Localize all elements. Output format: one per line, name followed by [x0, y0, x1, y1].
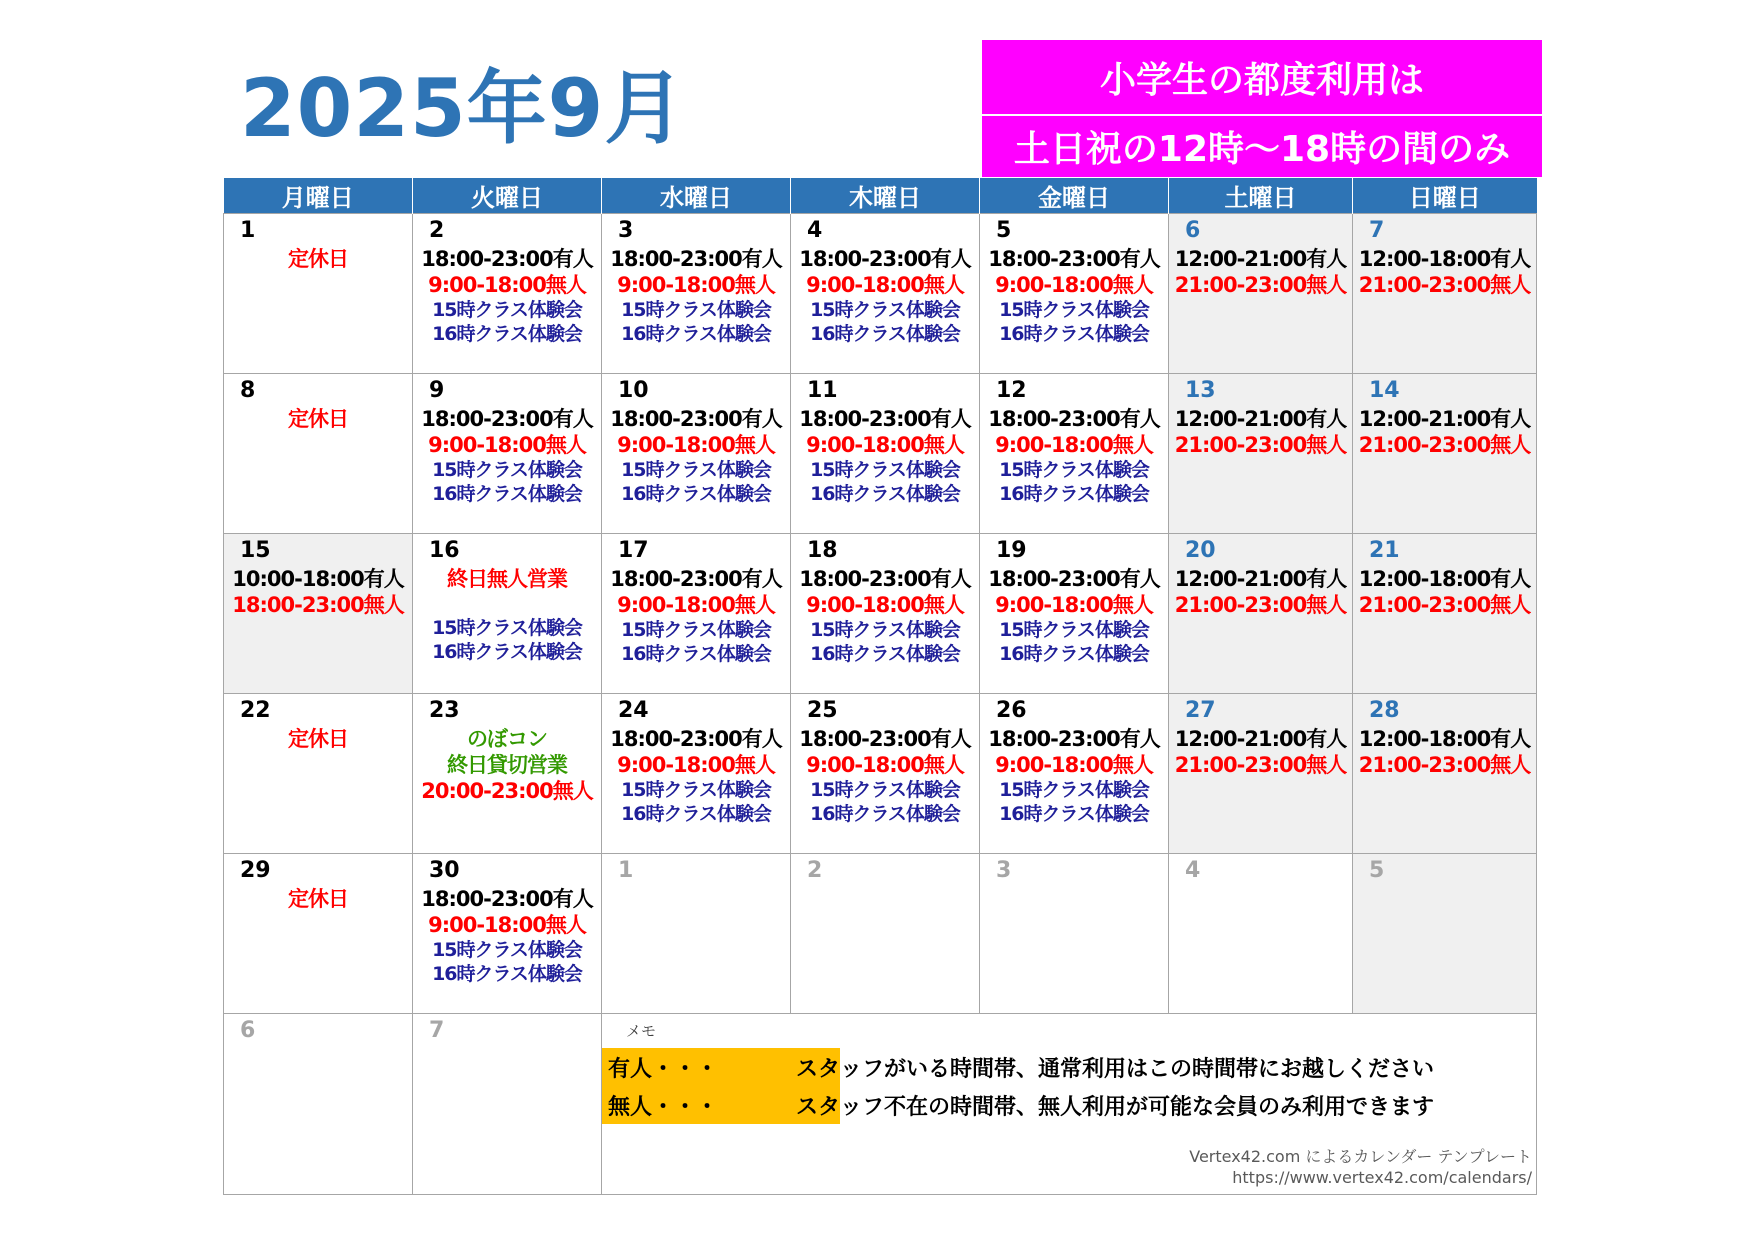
day-cell — [1169, 374, 1353, 534]
event-item: 18:00-23:00有人 — [799, 247, 971, 271]
day-cell — [1353, 534, 1537, 694]
memo-label: メモ — [626, 1022, 657, 1040]
day-cell-body — [791, 374, 979, 533]
event-spacer — [413, 592, 601, 616]
event-item: 18:00-23:00有人 — [988, 247, 1160, 271]
event-item: 18:00-23:00有人 — [988, 407, 1160, 431]
day-number: 18 — [807, 538, 838, 563]
day-number: 14 — [1369, 378, 1400, 403]
day-number: 20 — [1185, 538, 1216, 563]
day-cell-body — [1353, 214, 1536, 373]
event-item: 9:00-18:00無人 — [806, 593, 964, 617]
day-number: 7 — [1369, 218, 1385, 243]
event-item: 12:00-21:00有人 — [1174, 727, 1347, 751]
day-number: 6 — [1185, 218, 1201, 243]
day-cell — [224, 694, 413, 854]
event-item: 15時クラス体験会 — [621, 779, 771, 801]
day-number: 16 — [429, 538, 460, 563]
event-item: 18:00-23:00有人 — [421, 407, 593, 431]
day-number: 3 — [618, 218, 634, 243]
event-list — [413, 406, 601, 506]
event-item: 16時クラス体験会 — [432, 483, 582, 505]
day-cell — [1353, 694, 1537, 854]
event-item: 定休日 — [288, 247, 348, 271]
day-number: 1 — [240, 218, 256, 243]
event-item: 18:00-23:00有人 — [610, 727, 782, 751]
event-item: 21:00-23:00無人 — [1358, 273, 1531, 297]
event-item: 21:00-23:00無人 — [1174, 753, 1347, 777]
event-item: 9:00-18:00無人 — [995, 753, 1153, 777]
day-cell-body — [1169, 854, 1352, 1013]
day-number: 28 — [1369, 698, 1400, 723]
day-cell-body — [224, 374, 412, 533]
event-item: 15時クラス体験会 — [810, 779, 960, 801]
event-item: 18:00-23:00有人 — [421, 247, 593, 271]
event-item: 終日無人営業 — [447, 567, 567, 591]
event-item: 15時クラス体験会 — [999, 779, 1149, 801]
day-cell — [1169, 854, 1353, 1014]
event-item: 21:00-23:00無人 — [1174, 593, 1347, 617]
weekday-header-6: 土曜日 — [1169, 178, 1353, 214]
day-cell — [413, 854, 602, 1014]
event-item: 15時クラス体験会 — [432, 459, 582, 481]
event-item: 16時クラス体験会 — [621, 483, 771, 505]
day-cell-body — [980, 854, 1168, 1013]
event-item: 16時クラス体験会 — [432, 963, 582, 985]
event-list — [413, 566, 601, 664]
event-item: 21:00-23:00無人 — [1174, 273, 1347, 297]
event-list — [1353, 246, 1536, 298]
event-item: 16時クラス体験会 — [621, 803, 771, 825]
event-list — [1353, 726, 1536, 778]
event-item: 16時クラス体験会 — [999, 803, 1149, 825]
day-cell-body — [791, 214, 979, 373]
event-item: 21:00-23:00無人 — [1358, 433, 1531, 457]
event-item: 15時クラス体験会 — [621, 459, 771, 481]
day-number: 5 — [996, 218, 1012, 243]
event-item: 16時クラス体験会 — [999, 323, 1149, 345]
day-cell-body — [602, 854, 790, 1013]
event-item: 18:00-23:00有人 — [799, 567, 971, 591]
event-item: 9:00-18:00無人 — [995, 433, 1153, 457]
event-item: 15時クラス体験会 — [432, 939, 582, 961]
event-item: 12:00-21:00有人 — [1358, 407, 1531, 431]
event-item: 10:00-18:00有人 — [232, 567, 404, 591]
weekday-header-2: 火曜日 — [413, 178, 602, 214]
day-cell-body — [791, 534, 979, 693]
event-item: 12:00-21:00有人 — [1174, 247, 1347, 271]
event-item: 15時クラス体験会 — [810, 299, 960, 321]
day-cell-body — [224, 1014, 412, 1194]
day-cell — [602, 854, 791, 1014]
event-item: 18:00-23:00有人 — [799, 407, 971, 431]
week-row — [224, 214, 1537, 374]
day-cell-body — [224, 214, 412, 373]
weekday-header-4: 木曜日 — [791, 178, 980, 214]
day-cell-body — [224, 694, 412, 853]
weekday-header-5: 金曜日 — [980, 178, 1169, 214]
event-list — [791, 246, 979, 346]
event-list — [1169, 566, 1352, 618]
legend-key: 無人・・・ — [608, 1095, 719, 1120]
day-cell-body — [602, 214, 790, 373]
day-cell — [224, 1014, 413, 1195]
day-cell-body — [413, 1014, 601, 1194]
day-cell — [224, 214, 413, 374]
event-item: 15時クラス体験会 — [810, 459, 960, 481]
day-cell — [224, 534, 413, 694]
day-cell — [602, 214, 791, 374]
day-cell — [413, 694, 602, 854]
event-list — [791, 406, 979, 506]
day-cell-body — [1353, 694, 1536, 853]
day-cell — [791, 214, 980, 374]
event-item: 12:00-21:00有人 — [1174, 567, 1347, 591]
event-item: 16時クラス体験会 — [810, 483, 960, 505]
day-cell — [1169, 214, 1353, 374]
event-list — [224, 406, 412, 432]
template-credit-url: https://www.vertex42.com/calendars/ — [1232, 1168, 1532, 1187]
day-cell-body — [413, 534, 601, 693]
day-cell-body — [1169, 214, 1352, 373]
day-cell-body — [1353, 854, 1536, 1013]
event-item: 9:00-18:00無人 — [617, 753, 775, 777]
calendar-grid — [223, 178, 1537, 1195]
day-number: 2 — [429, 218, 445, 243]
event-item: 16時クラス体験会 — [432, 323, 582, 345]
day-cell-body — [602, 694, 790, 853]
event-list — [224, 886, 412, 912]
day-number: 25 — [807, 698, 838, 723]
day-cell-body — [602, 374, 790, 533]
day-number: 22 — [240, 698, 271, 723]
day-number: 12 — [996, 378, 1027, 403]
day-cell — [413, 1014, 602, 1195]
event-item: 16時クラス体験会 — [810, 803, 960, 825]
event-item: 18:00-23:00無人 — [232, 593, 404, 617]
day-cell-body — [791, 694, 979, 853]
event-item: 16時クラス体験会 — [621, 643, 771, 665]
week-row — [224, 694, 1537, 854]
event-item: 18:00-23:00有人 — [610, 407, 782, 431]
event-list — [791, 726, 979, 826]
event-item: 15時クラス体験会 — [432, 299, 582, 321]
memo-cell — [602, 1014, 1537, 1195]
week-row — [224, 1014, 1537, 1195]
event-item: 18:00-23:00有人 — [421, 887, 593, 911]
day-number: 2 — [807, 858, 823, 883]
day-number: 4 — [1185, 858, 1201, 883]
event-item: 15時クラス体験会 — [432, 617, 582, 639]
event-list — [602, 726, 790, 826]
event-list — [413, 246, 601, 346]
day-number: 3 — [996, 858, 1012, 883]
day-number: 15 — [240, 538, 271, 563]
event-item: 16時クラス体験会 — [999, 643, 1149, 665]
day-cell — [1169, 694, 1353, 854]
event-list — [1353, 566, 1536, 618]
event-item: 20:00-23:00無人 — [421, 779, 593, 803]
event-list — [980, 406, 1168, 506]
event-item: 16時クラス体験会 — [810, 323, 960, 345]
day-cell-body — [980, 534, 1168, 693]
day-cell-body — [413, 214, 601, 373]
legend-description: スタッフ不在の時間帯、無人利用が可能な会員のみ利用できます — [796, 1095, 1435, 1120]
event-item: 15時クラス体験会 — [621, 619, 771, 641]
event-item: 16時クラス体験会 — [999, 483, 1149, 505]
event-item: 15時クラス体験会 — [999, 459, 1149, 481]
notice-line-2: 土日祝の12時〜18時の間のみ — [1013, 128, 1511, 170]
day-cell — [413, 214, 602, 374]
day-number: 17 — [618, 538, 649, 563]
notice-banner — [982, 40, 1542, 177]
event-item: 9:00-18:00無人 — [617, 433, 775, 457]
day-number: 29 — [240, 858, 271, 883]
weekday-header-7: 日曜日 — [1353, 178, 1537, 214]
day-cell-body — [413, 694, 601, 853]
weekday-header-3: 水曜日 — [602, 178, 791, 214]
event-list — [602, 246, 790, 346]
event-item: 9:00-18:00無人 — [995, 593, 1153, 617]
day-cell-body — [224, 534, 412, 693]
day-cell-body — [1169, 534, 1352, 693]
event-item: 16時クラス体験会 — [432, 641, 582, 663]
day-cell — [1353, 374, 1537, 534]
event-item: 18:00-23:00有人 — [988, 727, 1160, 751]
day-cell — [224, 374, 413, 534]
legend-description: スタッフがいる時間帯、通常利用はこの時間帯にお越しください — [796, 1057, 1435, 1082]
day-cell — [1353, 214, 1537, 374]
day-cell — [791, 534, 980, 694]
event-item: 9:00-18:00無人 — [806, 273, 964, 297]
day-cell — [602, 694, 791, 854]
day-cell-body — [413, 374, 601, 533]
day-number: 19 — [996, 538, 1027, 563]
notice-line-1: 小学生の都度利用は — [982, 40, 1542, 116]
event-item: 9:00-18:00無人 — [617, 593, 775, 617]
event-item: 9:00-18:00無人 — [428, 433, 586, 457]
day-number: 1 — [618, 858, 634, 883]
day-cell — [980, 534, 1169, 694]
day-cell-body — [980, 374, 1168, 533]
day-cell-body — [602, 534, 790, 693]
day-cell-body — [980, 694, 1168, 853]
event-item: 16時クラス体験会 — [621, 323, 771, 345]
event-list — [602, 566, 790, 666]
memo-body — [602, 1014, 1536, 1194]
day-number: 23 — [429, 698, 460, 723]
event-item: 18:00-23:00有人 — [988, 567, 1160, 591]
event-list — [224, 246, 412, 272]
day-number: 7 — [429, 1018, 445, 1043]
week-row — [224, 854, 1537, 1014]
event-list — [1353, 406, 1536, 458]
day-cell-body — [224, 854, 412, 1013]
event-item: 定休日 — [288, 407, 348, 431]
day-cell — [602, 374, 791, 534]
day-cell-body — [1353, 374, 1536, 533]
day-cell — [980, 214, 1169, 374]
day-number: 9 — [429, 378, 445, 403]
event-item: 18:00-23:00有人 — [610, 247, 782, 271]
event-item: 21:00-23:00無人 — [1358, 593, 1531, 617]
event-list — [1169, 406, 1352, 458]
event-list — [980, 246, 1168, 346]
week-row — [224, 374, 1537, 534]
day-cell — [1169, 534, 1353, 694]
day-number: 8 — [240, 378, 256, 403]
event-item: 12:00-21:00有人 — [1174, 407, 1347, 431]
day-cell — [791, 694, 980, 854]
event-item: 15時クラス体験会 — [810, 619, 960, 641]
day-number: 21 — [1369, 538, 1400, 563]
weekday-header-row — [224, 178, 1537, 214]
day-number: 26 — [996, 698, 1027, 723]
day-cell — [413, 534, 602, 694]
day-cell-body — [1169, 694, 1352, 853]
event-list — [1169, 246, 1352, 298]
event-item: 定休日 — [288, 727, 348, 751]
event-item: 9:00-18:00無人 — [428, 913, 586, 937]
day-cell — [1353, 854, 1537, 1014]
weekday-header-1: 月曜日 — [224, 178, 413, 214]
day-cell-body — [413, 854, 601, 1013]
legend-key: 有人・・・ — [608, 1057, 719, 1082]
day-cell-body — [791, 854, 979, 1013]
template-credit: Vertex42.com によるカレンダー テンプレート — [1189, 1147, 1532, 1166]
month-title: 2025年9月 — [240, 62, 686, 155]
day-cell — [602, 534, 791, 694]
event-item: 15時クラス体験会 — [999, 619, 1149, 641]
week-row — [224, 534, 1537, 694]
event-item: 12:00-18:00有人 — [1358, 567, 1531, 591]
event-list — [413, 726, 601, 804]
day-number: 11 — [807, 378, 838, 403]
event-list — [791, 566, 979, 666]
day-number: 4 — [807, 218, 823, 243]
day-cell — [791, 374, 980, 534]
day-cell-body — [1353, 534, 1536, 693]
day-number: 24 — [618, 698, 649, 723]
event-list — [980, 566, 1168, 666]
event-item: 9:00-18:00無人 — [617, 273, 775, 297]
day-number: 6 — [240, 1018, 256, 1043]
event-item: のぼコン — [467, 727, 547, 751]
event-item: 9:00-18:00無人 — [428, 273, 586, 297]
day-cell-body — [980, 214, 1168, 373]
event-list — [602, 406, 790, 506]
day-number: 10 — [618, 378, 649, 403]
event-item: 21:00-23:00無人 — [1174, 433, 1347, 457]
day-cell — [980, 694, 1169, 854]
event-list — [224, 726, 412, 752]
event-item: 定休日 — [288, 887, 348, 911]
event-item: 15時クラス体験会 — [999, 299, 1149, 321]
event-item: 12:00-18:00有人 — [1358, 727, 1531, 751]
event-list — [980, 726, 1168, 826]
event-item: 18:00-23:00有人 — [610, 567, 782, 591]
day-cell — [980, 374, 1169, 534]
event-list — [413, 886, 601, 986]
day-number: 27 — [1185, 698, 1216, 723]
day-number: 13 — [1185, 378, 1216, 403]
event-item: 12:00-18:00有人 — [1358, 247, 1531, 271]
day-cell — [980, 854, 1169, 1014]
event-item: 9:00-18:00無人 — [806, 753, 964, 777]
event-item: 終日貸切営業 — [447, 753, 567, 777]
event-item: 9:00-18:00無人 — [806, 433, 964, 457]
event-item: 9:00-18:00無人 — [995, 273, 1153, 297]
event-item: 21:00-23:00無人 — [1358, 753, 1531, 777]
event-item: 16時クラス体験会 — [810, 643, 960, 665]
day-number: 5 — [1369, 858, 1385, 883]
day-cell — [413, 374, 602, 534]
day-cell — [791, 854, 980, 1014]
event-list — [1169, 726, 1352, 778]
event-list — [224, 566, 412, 618]
event-item: 18:00-23:00有人 — [799, 727, 971, 751]
event-item: 15時クラス体験会 — [621, 299, 771, 321]
day-cell-body — [1169, 374, 1352, 533]
day-cell — [224, 854, 413, 1014]
day-number: 30 — [429, 858, 460, 883]
